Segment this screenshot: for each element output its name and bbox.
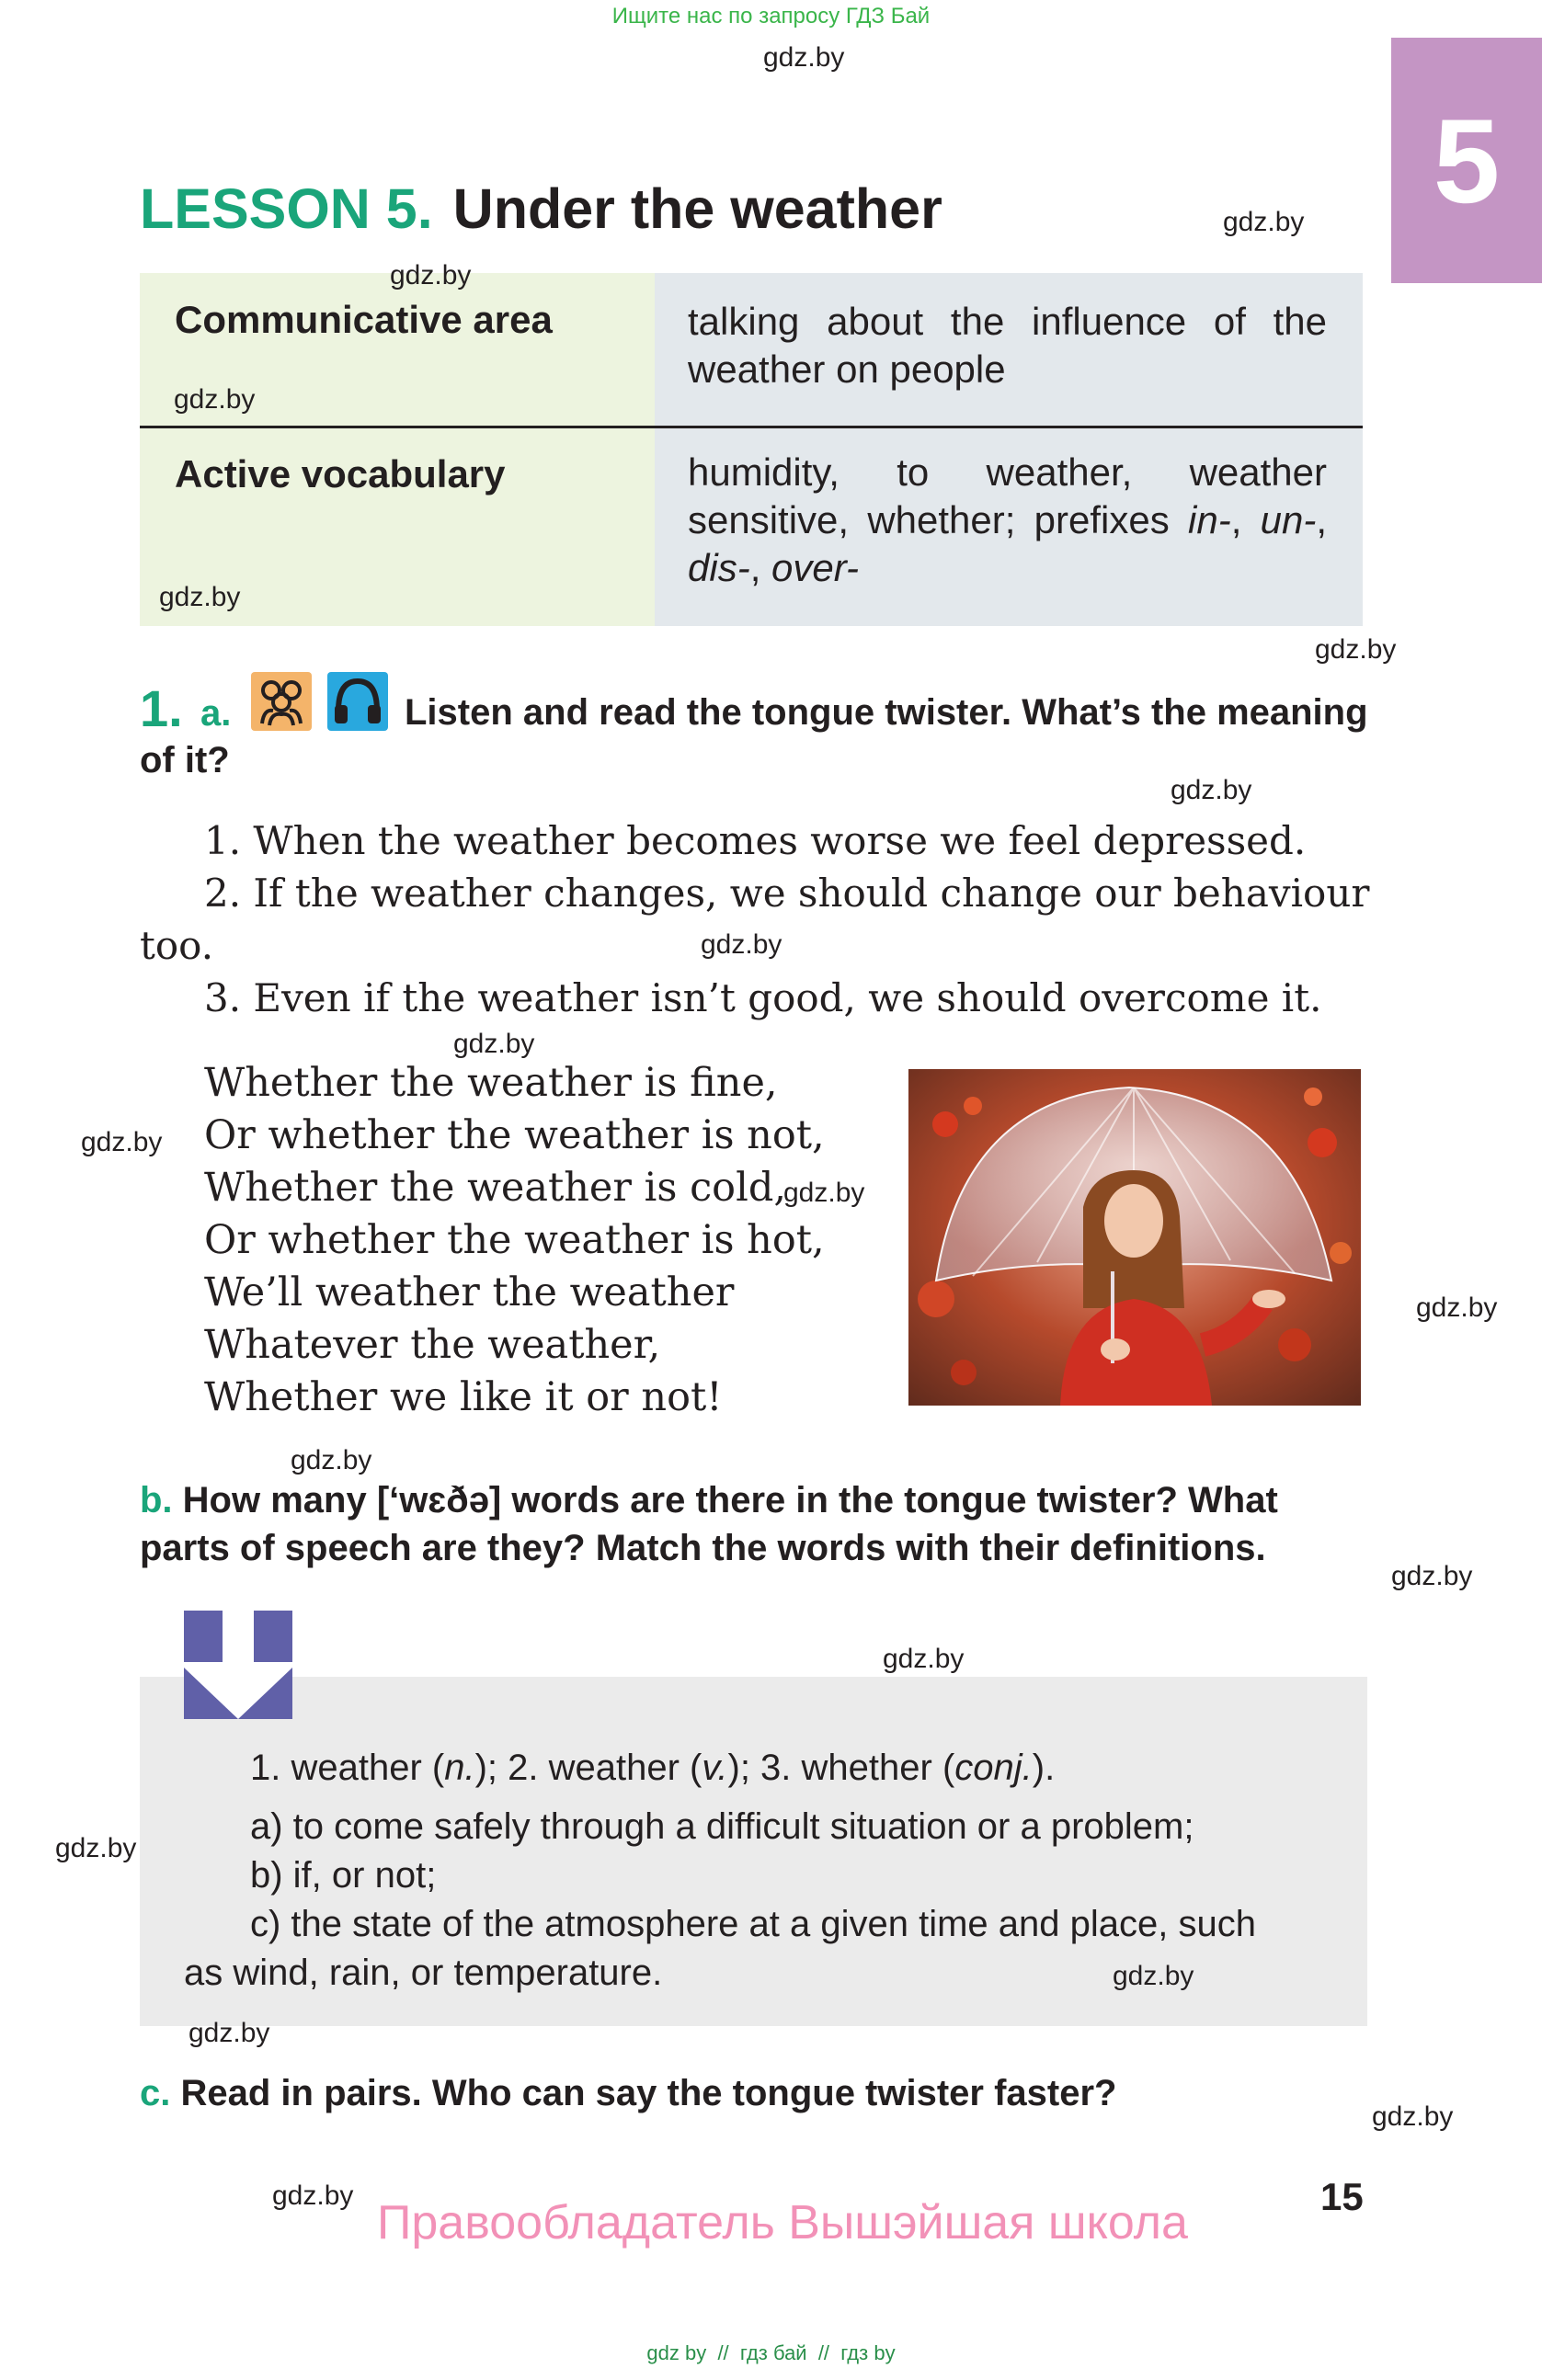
option-2: 2. If the weather changes, we should change our behaviour (204, 871, 1370, 916)
option-2-cont: too. (140, 923, 214, 968)
communicative-area-label: Communicative area (175, 298, 553, 341)
task-letter-a: a. (200, 693, 232, 734)
watermark: gdz.by (763, 42, 845, 73)
watermark: gdz.by (174, 384, 256, 415)
task-b-line1: b. How many [‘wɛðə] words are there in the tongue twister? What (140, 1480, 1278, 1520)
page-number: 15 (1320, 2175, 1364, 2218)
watermark: gdz.by (291, 1445, 372, 1475)
watermark: gdz.by (1372, 2101, 1454, 2132)
poem-line: Whether the weather is fine, (204, 1060, 778, 1106)
watermark: gdz.by (1171, 775, 1252, 805)
watermark: gdz.by (1391, 1561, 1473, 1591)
watermark: gdz.by (1223, 207, 1305, 237)
poem-line: Whether the weather is cold, (204, 1165, 787, 1211)
watermark: gdz.by (453, 1029, 535, 1059)
headphones-icon (327, 672, 388, 731)
group-icon (251, 672, 312, 731)
lesson-heading (140, 177, 942, 241)
poem-line: Whatever the weather, (204, 1322, 661, 1368)
watermark: gdz.by (188, 2018, 270, 2048)
words-list: 1. weather (n.); 2. weather (v.); 3. whether (conj.). (250, 1748, 1056, 1788)
watermark: gdz.by (701, 929, 782, 960)
option-1: 1. When the weather becomes worse we feel depressed. (204, 818, 1307, 863)
task1-instruction-cont: of it? (140, 740, 230, 780)
watermark: gdz.by (1113, 1961, 1194, 1991)
watermark: gdz.by (55, 1833, 137, 1863)
definition-b: b) if, or not; (250, 1855, 437, 1896)
lesson-label: LESSON 5. (140, 177, 433, 240)
watermark: gdz.by (1315, 634, 1397, 665)
footer-links: gdz by // гдз бай // гдз by (646, 2341, 896, 2364)
watermark: gdz.by (390, 260, 472, 290)
poem-line: We’ll weather the weather (204, 1270, 735, 1315)
definition-a: a) to come safely through a difficult situation or a problem; (250, 1806, 1194, 1847)
poem-line: Whether we like it or not! (204, 1374, 723, 1420)
copyright-watermark: Правообладатель Вышэйшая школа (377, 2196, 1188, 2249)
poem-line: Or whether the weather is not, (204, 1112, 825, 1158)
task-c: c. Read in pairs. Who can say the tongue twister faster? (140, 2073, 1117, 2113)
watermark: gdz.by (883, 1644, 965, 1674)
watermark: gdz.by (159, 582, 241, 612)
umbrella-girl-photo (908, 1069, 1361, 1406)
definition-c: c) the state of the atmosphere at a given time and place, such (250, 1904, 1256, 1944)
top-note: Ищите нас по запросу ГДЗ Бай (611, 4, 931, 28)
task-letter-b: b. (140, 1480, 173, 1520)
definition-c-cont: as wind, rain, or temperature. (184, 1953, 663, 1993)
task-b-line2: parts of speech are they? Match the words with their definitions. (140, 1528, 1266, 1568)
poem-line: Or whether the weather is hot, (204, 1217, 825, 1263)
lesson-title: Under the weather (452, 177, 942, 240)
watermark: gdz.by (81, 1127, 163, 1157)
active-vocabulary-label: Active vocabulary (175, 452, 506, 495)
task-letter-c: c. (140, 2073, 171, 2113)
watermark: gdz.by (1416, 1292, 1498, 1323)
active-vocabulary-value: humidity, to weather, weather sensitive, whether; prefixes in-, un-, dis-, over- (688, 450, 1328, 589)
arrow-down-icon (184, 1611, 292, 1719)
option-3: 3. Even if the weather isn’t good, we should overcome it. (204, 975, 1322, 1020)
unit-tab-number: 5 (1433, 94, 1501, 228)
task1-instruction: Listen and read the tongue twister. What’s the meaning (405, 692, 1368, 733)
watermark: gdz.by (272, 2181, 354, 2211)
watermark: gdz.by (783, 1178, 865, 1208)
task-number: 1. (140, 679, 183, 737)
communicative-area-value: talking about the influence of the weather on people (688, 300, 1327, 391)
